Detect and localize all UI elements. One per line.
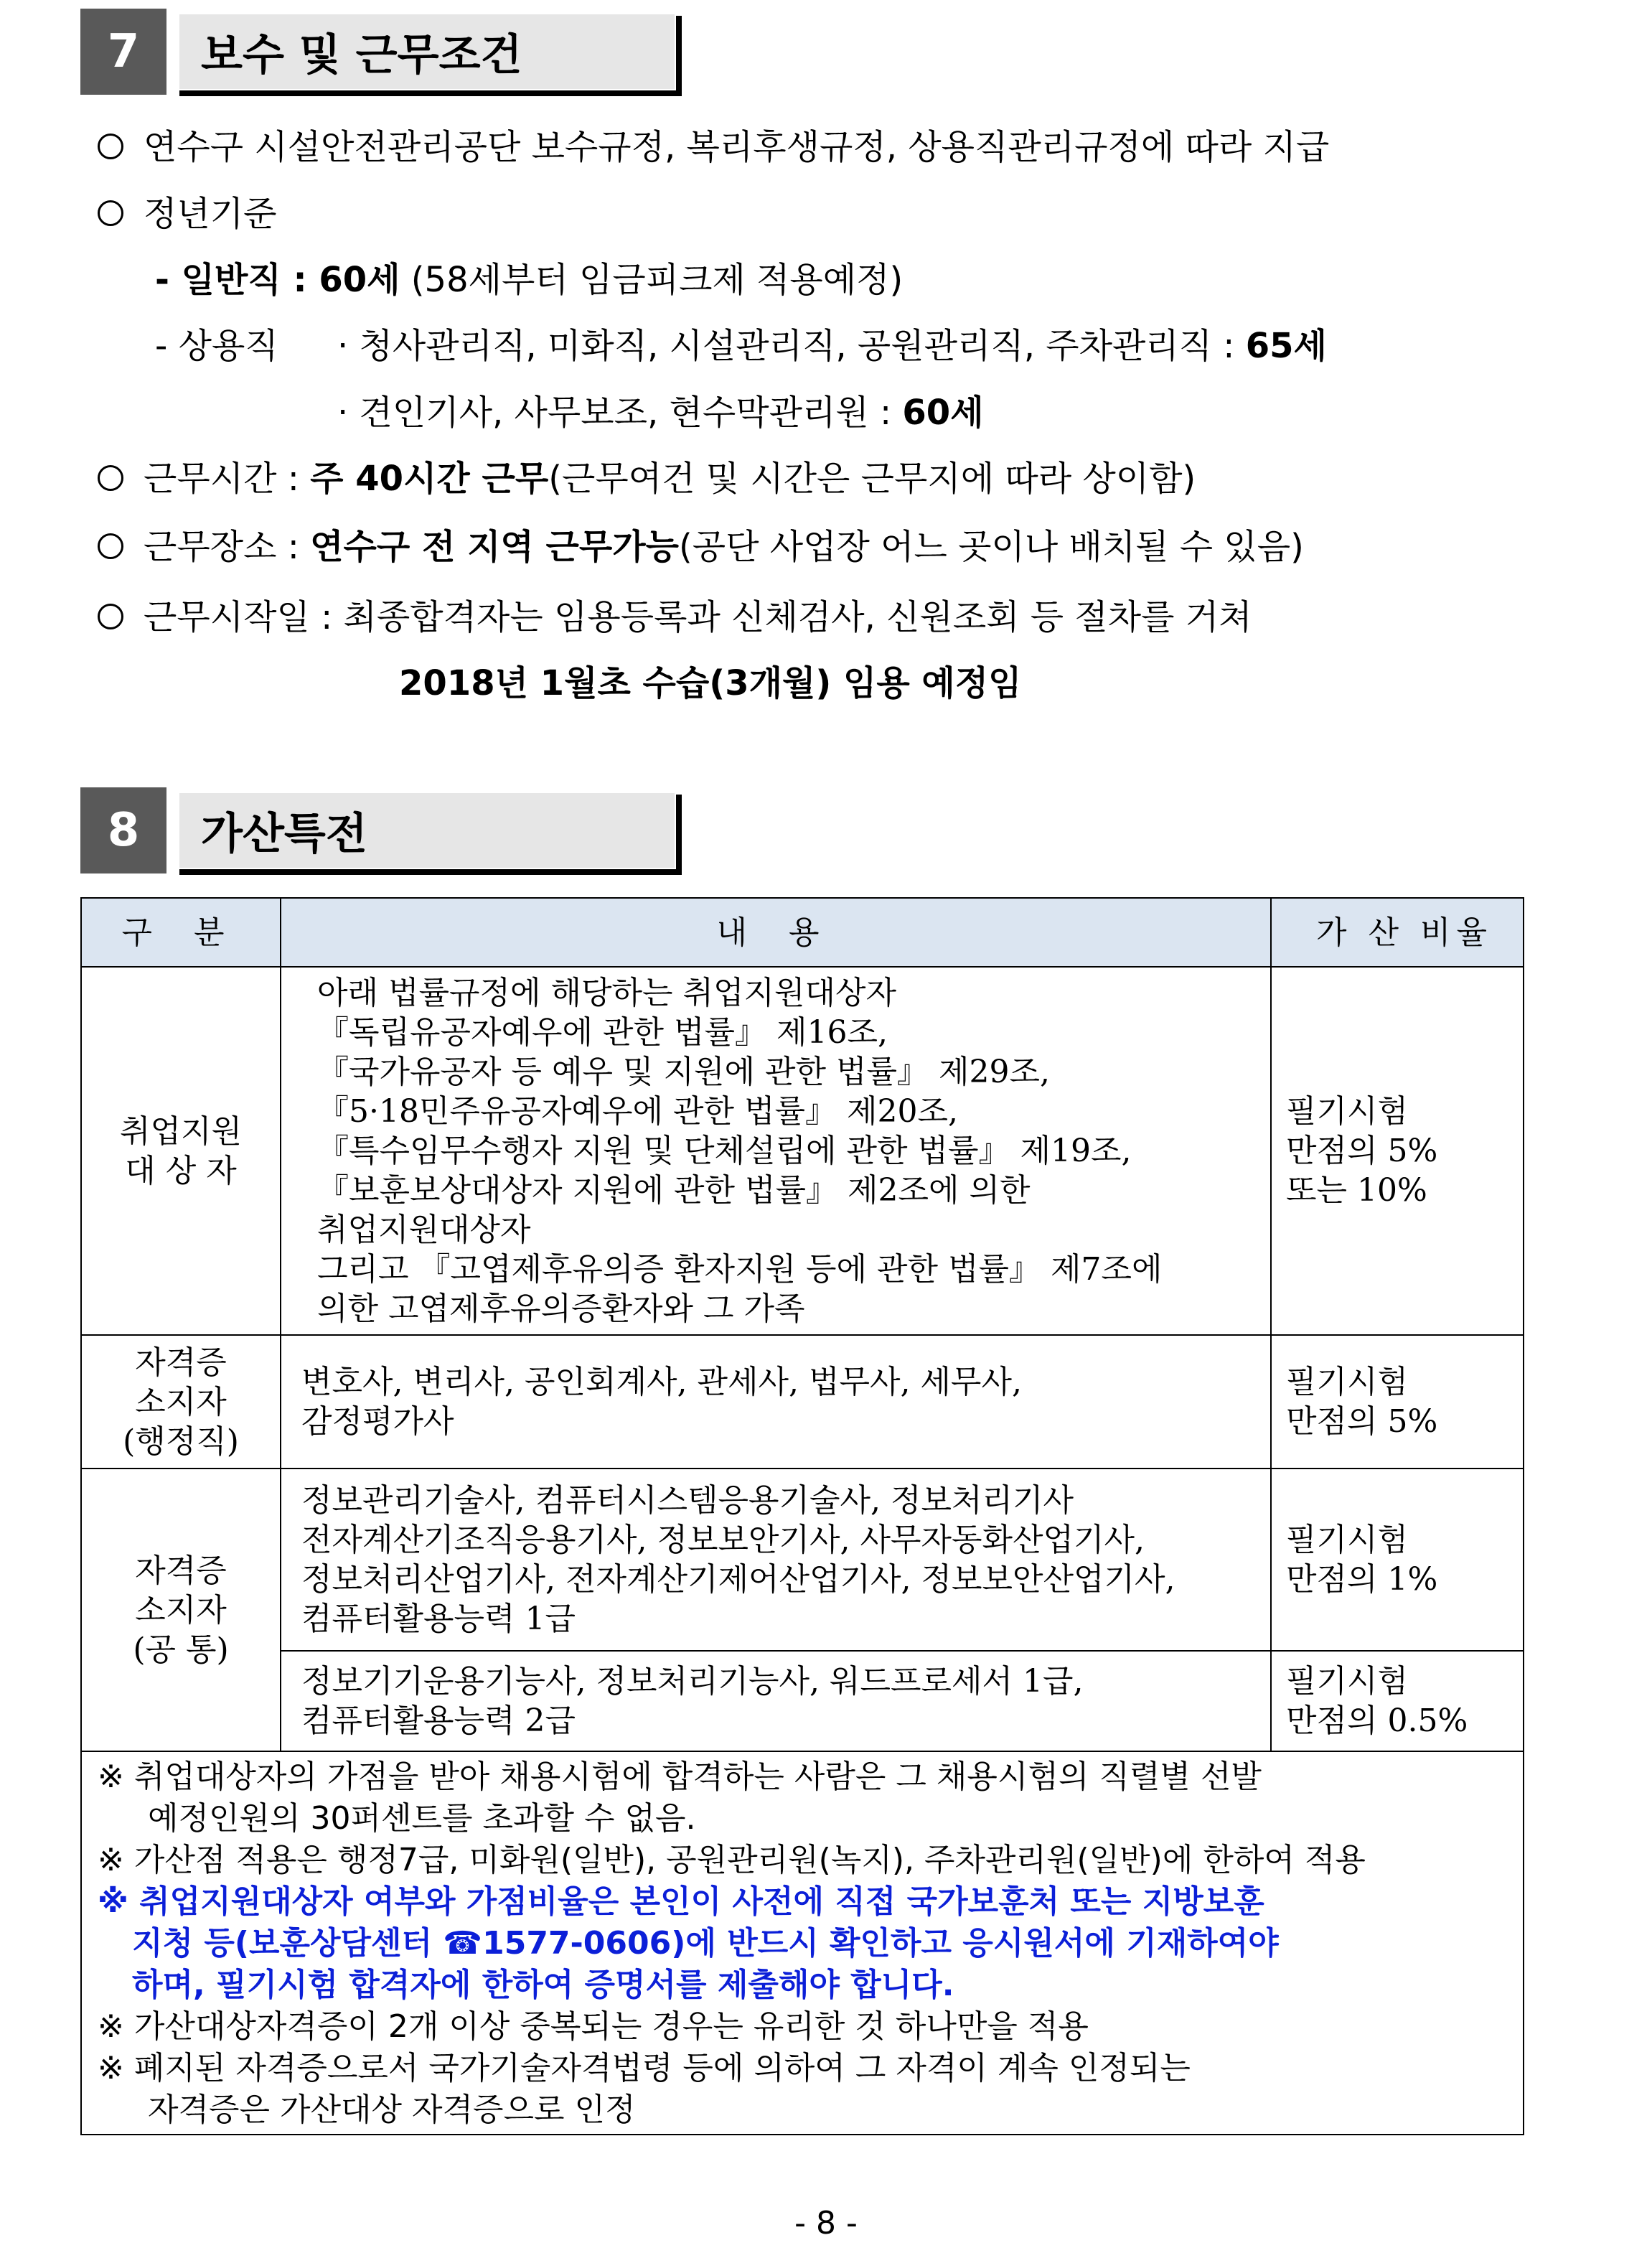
page-number: - 8 - — [794, 2205, 858, 2242]
start-line: 근무시작일 : 최종합격자는 임용등록과 신체검사, 신원조회 등 절차를 거쳐 — [98, 596, 1252, 639]
section-title: 보수 및 근무조건 — [179, 14, 675, 89]
header-ratio: 가 산 비율 — [1271, 898, 1524, 967]
row-ratio: 필기시험 만점의 0.5% — [1271, 1651, 1524, 1751]
table-header-row — [81, 898, 1524, 967]
pay-line: 연수구 시설안전관리공단 보수규정, 복리후생규정, 상용직관리규정에 따라 지급 — [98, 126, 1329, 169]
hours-line: 근무시간 : 주 40시간 근무(근무여건 및 시간은 근무지에 따라 상이함) — [98, 457, 1196, 500]
general-retire-line: - 일반직 : 60세 (58세부터 임금피크제 적용예정) — [155, 260, 904, 300]
regular-retire-line: - 상용직 — [155, 326, 278, 366]
notes-cell — [81, 1751, 1524, 2135]
header-category: 구 분 — [81, 898, 281, 967]
note: ※ 가산대상자격증이 2개 이상 중복되는 경우는 유리한 것 하나만을 적용 — [98, 2008, 1089, 2045]
table-row — [81, 1335, 1524, 1469]
bonus-table — [80, 897, 1524, 2135]
row-category: 자격증 소지자 (공 통) — [81, 1469, 281, 1751]
note-highlight: 지청 등(보훈상담센터 ☎1577-0606)에 반드시 확인하고 응시원서에 기재하여야 — [132, 1925, 1279, 1962]
regular-retire-b: · 견인기사, 사무보조, 현수막관리원 : 60세 — [337, 393, 984, 433]
section-number: 7 — [80, 9, 166, 95]
table-row — [81, 1469, 1524, 1651]
note: 예정인원의 30퍼센트를 초과할 수 없음. — [148, 1800, 696, 1837]
circle-bullet-icon — [98, 200, 123, 226]
section-number: 8 — [80, 787, 166, 873]
retire-line: 정년기준 — [98, 192, 276, 235]
row-ratio: 필기시험 만점의 5% — [1271, 1335, 1524, 1469]
section-title: 가산특전 — [179, 793, 675, 868]
notes-row — [81, 1751, 1524, 2135]
place-line: 근무장소 : 연수구 전 지역 근무가능(공단 사업장 어느 곳이나 배치될 수 있음) — [98, 525, 1304, 568]
circle-bullet-icon — [98, 533, 123, 559]
table-row — [81, 1651, 1524, 1751]
row-content: 아래 법률규정에 해당하는 취업지원대상자 『독립유공자예우에 관한 법률』 제16조, 『국가유공자 등 예우 및 지원에 관한 법률』 제29조, 『5·18민주유공자예우에 관한 법률』 제20조, 『특수임무수행자 지원 및 단체설립에 관한 법률』 제19조, 『보훈보상대상자 지원에 관한 법률』 제2조에 의한 취업지원대상자 그리고 『고엽제후유의증 환자지원 등에 관한 법률』 제7조에 의한 고엽제후유의증환자와 그 가족 — [281, 967, 1271, 1335]
circle-bullet-icon — [98, 134, 123, 159]
note-highlight: 하며, 필기시험 합격자에 한하여 증명서를 제출해야 합니다. — [132, 1967, 954, 2003]
row-category: 자격증 소지자 (행정직) — [81, 1335, 281, 1469]
regular-retire-a: · 청사관리직, 미화직, 시설관리직, 공원관리직, 주차관리직 : 65세 — [337, 326, 1327, 366]
note: ※ 폐지된 자격증으로서 국가기술자격법령 등에 의하여 그 자격이 계속 인정되는 — [98, 2050, 1191, 2086]
note: 자격증은 가산대상 자격증으로 인정 — [148, 2092, 636, 2128]
row-ratio: 필기시험 만점의 1% — [1271, 1469, 1524, 1651]
start-date-line: 2018년 1월초 수습(3개월) 임용 예정임 — [399, 663, 1022, 703]
circle-bullet-icon — [98, 604, 123, 629]
row-category: 취업지원 대 상 자 — [81, 967, 281, 1335]
row-content: 정보관리기술사, 컴퓨터시스템응용기술사, 정보처리기사 전자계산기조직응용기사, 정보보안기사, 사무자동화산업기사, 정보처리산업기사, 전자계산기제어산업기사, 정보보안산업기사, 컴퓨터활용능력 1급 — [281, 1469, 1271, 1651]
row-content: 변호사, 변리사, 공인회계사, 관세사, 법무사, 세무사, 감정평가사 — [281, 1335, 1271, 1469]
note: ※ 취업대상자의 가점을 받아 채용시험에 합격하는 사람은 그 채용시험의 직렬별 선발 — [98, 1758, 1262, 1795]
circle-bullet-icon — [98, 465, 123, 491]
note: ※ 가산점 적용은 행정7급, 미화원(일반), 공원관리원(녹지), 주차관리원(일반)에 한하여 적용 — [98, 1842, 1366, 1878]
note-highlight: ※ 취업지원대상자 여부와 가점비율은 본인이 사전에 직접 국가보훈처 또는 지방보훈 — [98, 1883, 1264, 1920]
header-content: 내 용 — [281, 898, 1271, 967]
row-content: 정보기기운용기능사, 정보처리기능사, 워드프로세서 1급, 컴퓨터활용능력 2급 — [281, 1651, 1271, 1751]
row-ratio: 필기시험 만점의 5% 또는 10% — [1271, 967, 1524, 1335]
table-row — [81, 967, 1524, 1335]
